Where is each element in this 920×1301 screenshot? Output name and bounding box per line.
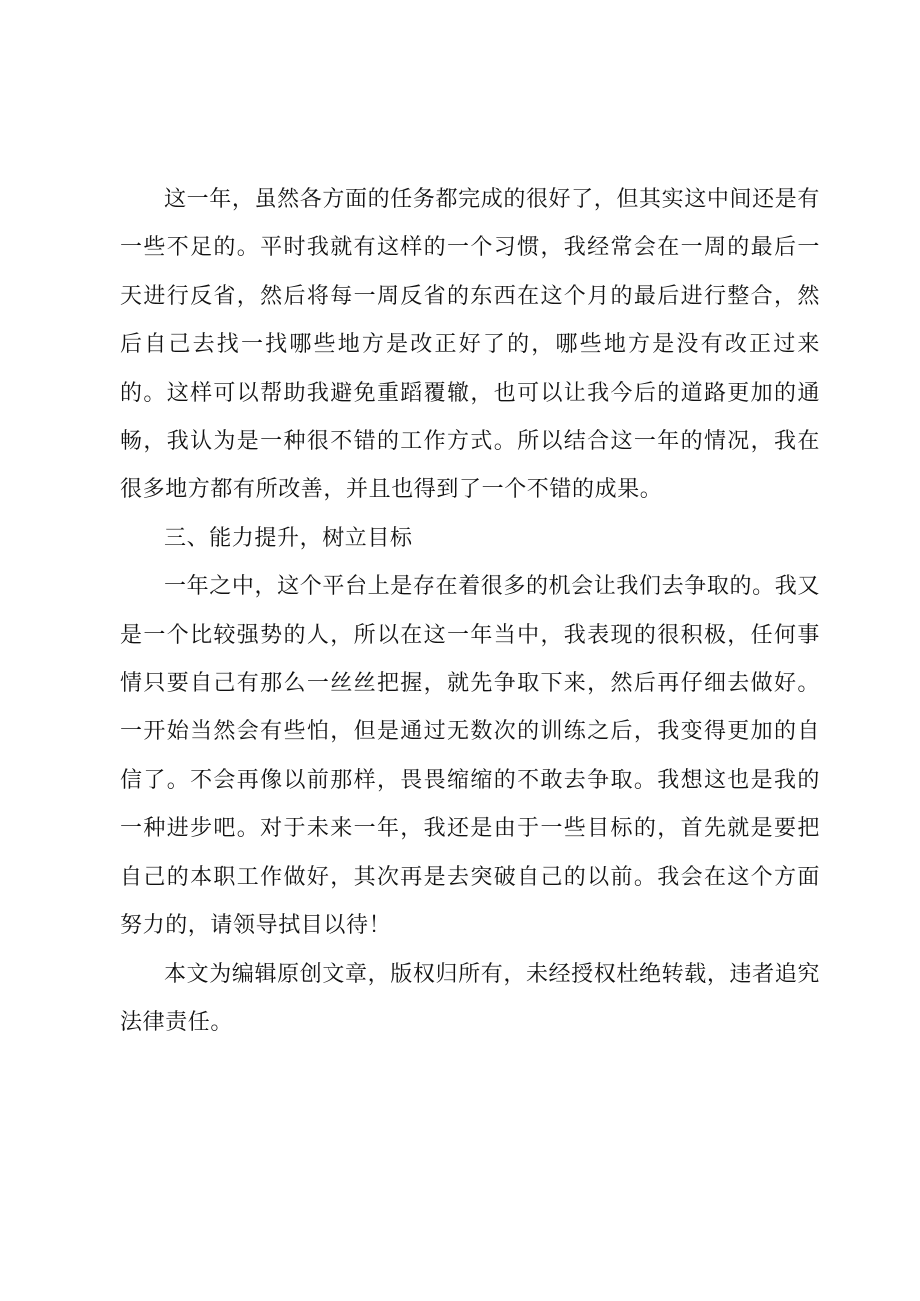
- section-heading: 三、能力提升，树立目标: [164, 525, 413, 551]
- document-body: [120, 176, 820, 1047]
- copyright-notice: 本文为编辑原创文章，版权归所有，未经授权杜绝转载，违者追究法律责任。: [120, 961, 820, 1035]
- body-paragraph-reflection: 这一年，虽然各方面的任务都完成的很好了，但其实这中间还是有一些不足的。平时我就有这样的一个习惯，我经常会在一周的最后一天进行反省，然后将每一周反省的东西在这个月的最后进行整合，然后自己去找一找哪些地方是改正好了的，哪些地方是没有改正过来的。这样可以帮助我避免重蹈覆辙，也可以让我今后的道路更加的通畅，我认为是一种很不错的工作方式。所以结合这一年的情况，我在很多地方都有所改善，并且也得到了一个不错的成果。: [120, 187, 820, 503]
- body-paragraph-goals: 一年之中，这个平台上是存在着很多的机会让我们去争取的。我又是一个比较强势的人，所以在这一年当中，我表现的很积极，任何事情只要自己有那么一丝丝把握，就先争取下来，然后再仔细去做好。一开始当然会有些怕，但是通过无数次的训练之后，我变得更加的自信了。不会再像以前那样，畏畏缩缩的不敢去争取。我想这也是我的一种进步吧。对于未来一年，我还是由于一些目标的，首先就是要把自己的本职工作做好，其次再是去突破自己的以前。我会在这个方面努力的，请领导拭目以待！: [120, 574, 820, 939]
